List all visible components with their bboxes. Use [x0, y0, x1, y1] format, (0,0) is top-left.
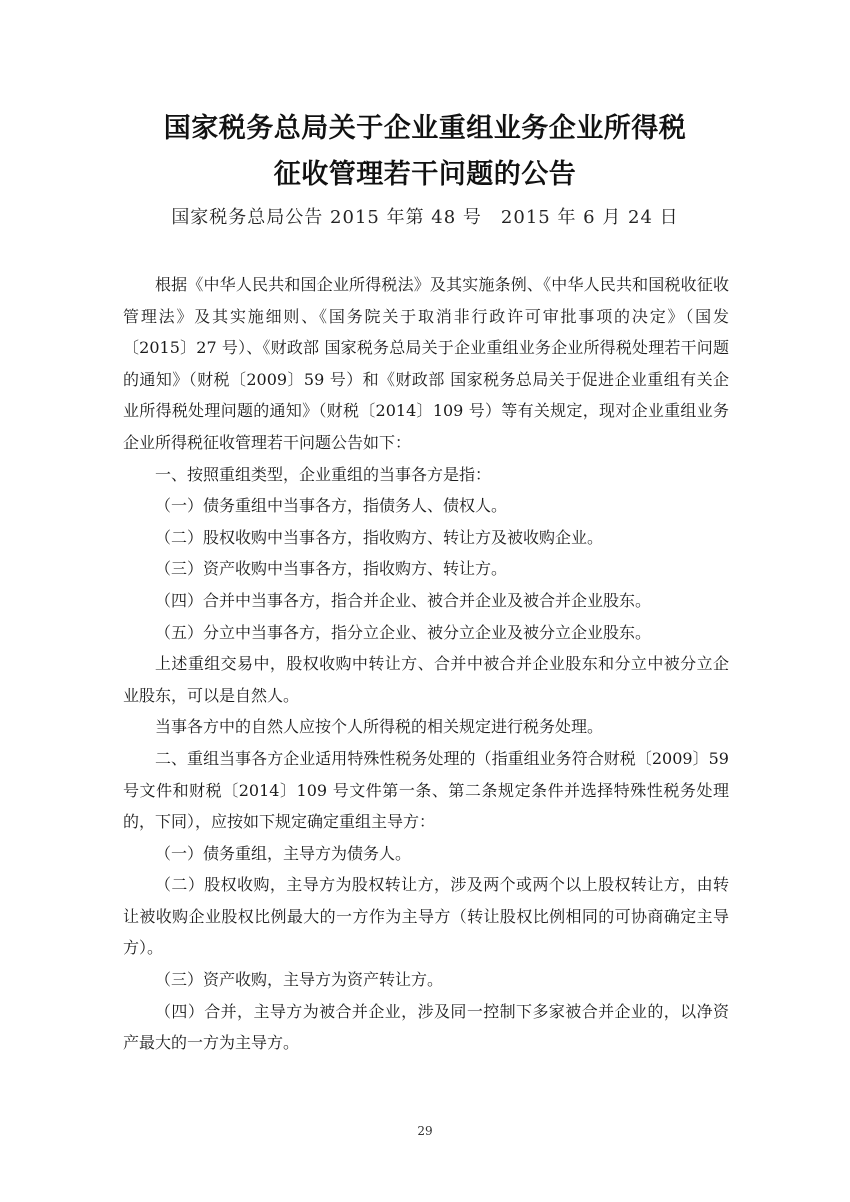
paragraph: 一、按照重组类型，企业重组的当事各方是指： — [155, 464, 492, 484]
paragraph: （一）债务重组，主导方为债务人。 — [155, 843, 412, 863]
paragraph: （二）股权收购中当事各方，指收购方、转让方及被收购企业。 — [155, 527, 604, 547]
paragraph: （三）资产收购，主导方为资产转让方。 — [155, 970, 444, 990]
paragraph: 根据《中华人民共和国企业所得税法》及其实施条例、《中华人民共和国税收征收管理法》及其实施细则、《国务院关于取消非行政许可审批事项的决定》（国发〔2015〕27 号）、《财政部 国家税务总局关于企业重组业务企业所得税处理若干问题的通知》（财税〔2009〕59 号）和《财政部 国家税务总局关于促进企业重组有关企业所得税处理问题的通知》（财税〔2014〕109 号）等有关规定，现对企业重组业务企业所得税征收管理若干问题公告如下： — [123, 275, 729, 452]
paragraph: （五）分立中当事各方，指分立企业、被分立企业及被分立企业股东。 — [155, 622, 652, 642]
document-title-line-1: 国家税务总局关于企业重组业务企业所得税 — [163, 113, 687, 144]
paragraph: 二、重组当事各方企业适用特殊性税务处理的（指重组业务符合财税〔2009〕59 号文件和财税〔2014〕109 号文件第一条、第二条规定条件并选择特殊性税务处理的，下同），应按如下规定确定重组主导方： — [123, 748, 729, 832]
document-title-line-2: 征收管理若干问题的公告 — [273, 159, 577, 190]
paragraph: （二）股权收购，主导方为股权转让方，涉及两个或两个以上股权转让方，由转让被收购企业股权比例最大的一方作为主导方（转让股权比例相同的可协商确定主导方）。 — [123, 875, 729, 958]
document-subtitle: 国家税务总局公告 2015 年第 48 号 2015 年 6 月 24 日 — [171, 207, 679, 228]
paragraph: （四）合并，主导方为被合并企业，涉及同一控制下多家被合并企业的，以净资产最大的一方为主导方。 — [123, 1001, 729, 1053]
paragraph: 上述重组交易中，股权收购中转让方、合并中被合并企业股东和分立中被分立企业股东，可以是自然人。 — [123, 654, 729, 705]
page-number: 29 — [417, 1124, 433, 1138]
paragraph: 当事各方中的自然人应按个人所得税的相关规定进行税务处理。 — [155, 717, 604, 737]
document-body — [123, 269, 729, 1059]
paragraph: （四）合并中当事各方，指合并企业、被合并企业及被合并企业股东。 — [155, 590, 652, 610]
paragraph: （一）债务重组中当事各方，指债务人、债权人。 — [155, 496, 508, 516]
paragraph: （三）资产收购中当事各方，指收购方、转让方。 — [155, 559, 508, 579]
